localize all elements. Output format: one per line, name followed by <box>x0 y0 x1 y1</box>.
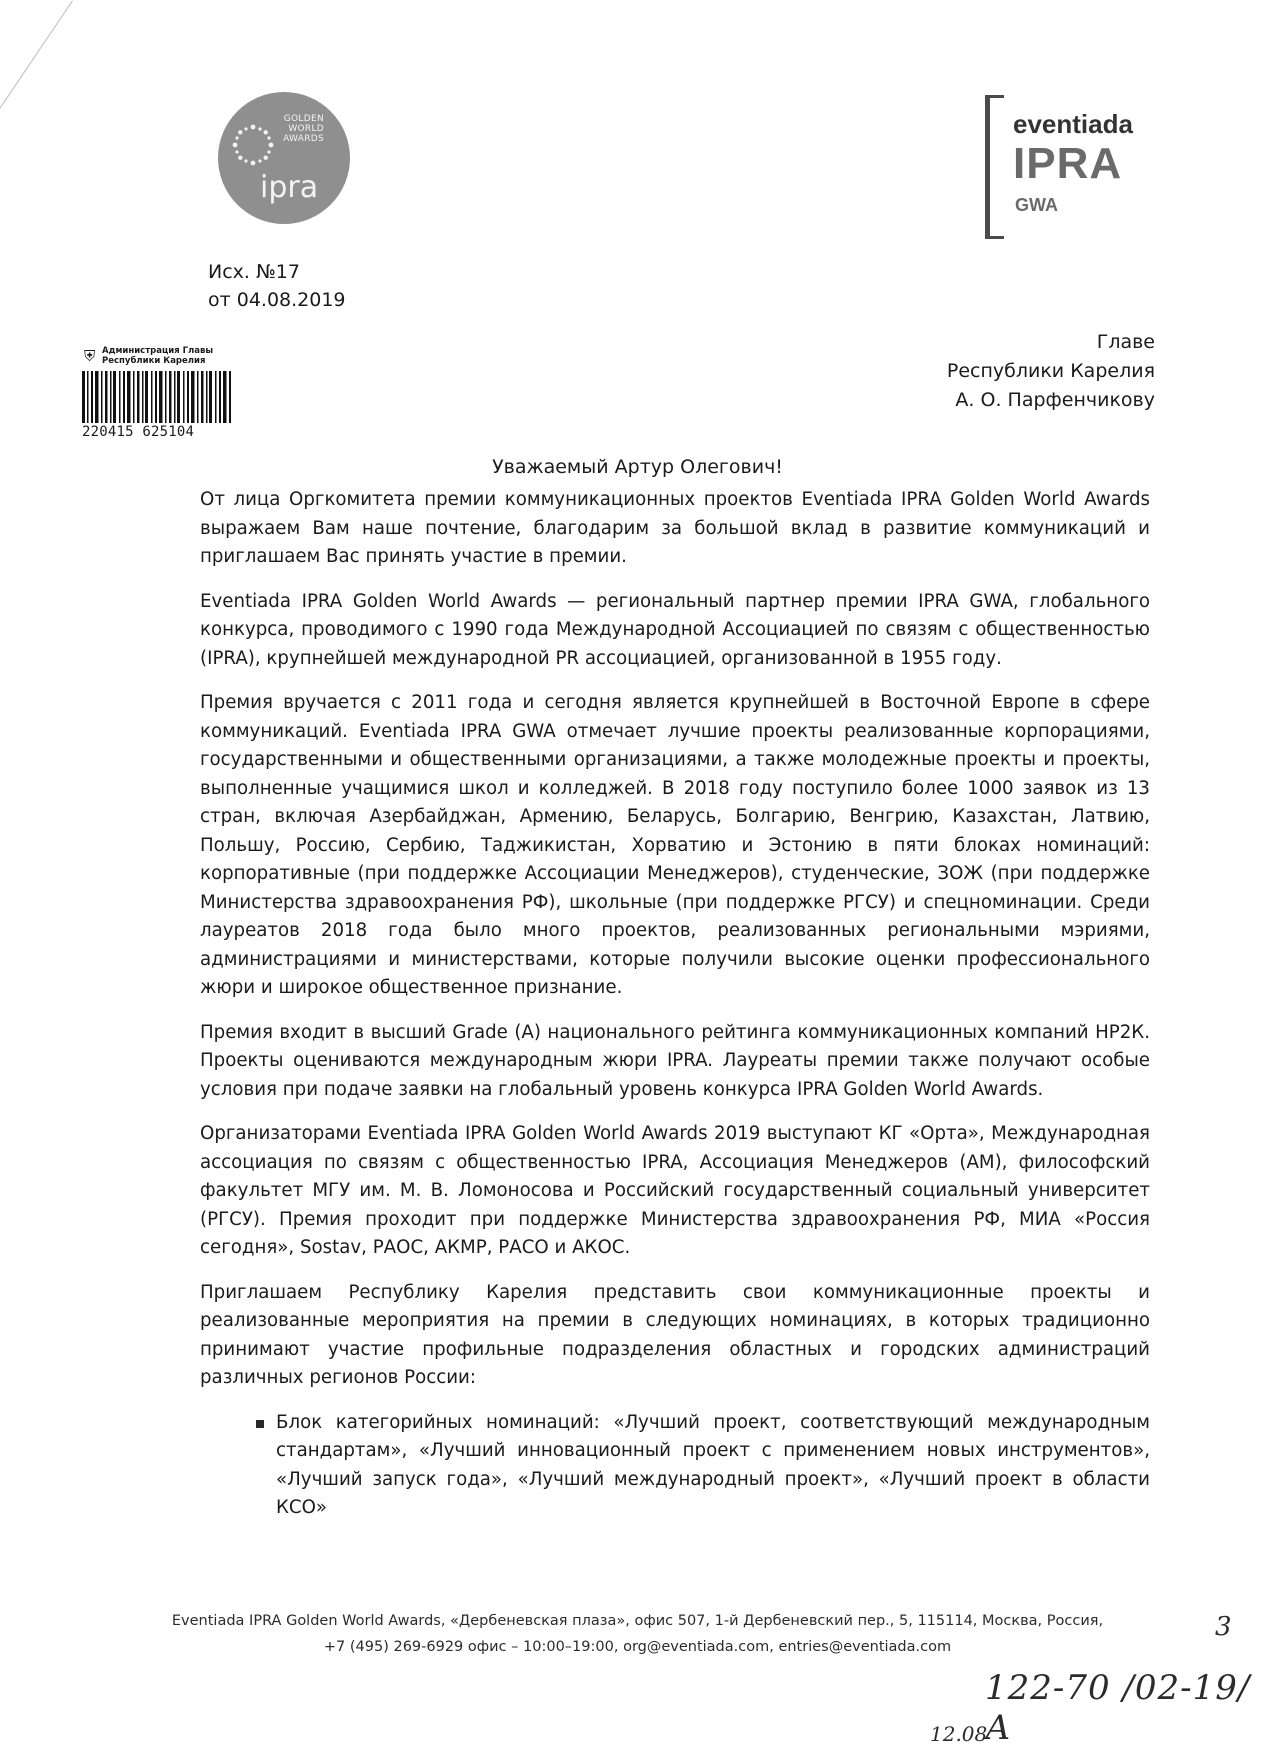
salutation: Уважаемый Артур Олегович! <box>492 456 783 478</box>
outgoing-reference <box>208 258 346 314</box>
paragraph: Премия входит в высший Grade (A) национального рейтинга коммуникационных компаний НР2К. Проекты оцениваются международным жюри IPRA. Лауреаты премии также получают особые условия при подаче заявки на глобальный уровень конкурса IPRA Golden World Awards. <box>200 1021 1150 1100</box>
addressee-block <box>947 328 1155 415</box>
outgoing-date: от 04.08.2019 <box>208 289 346 311</box>
paragraph: От лица Оргкомитета премии коммуникационных проектов Eventiada IPRA Golden World Awards выражаем Вам наше почтение, благодарим за большой вклад в развитие коммуникаций и приглашаем Вас принять участие в премии. <box>200 489 1150 567</box>
handwritten-registration-number: 122-70 /02-19/А <box>985 1668 1251 1748</box>
coat-of-arms-icon: ⛨ <box>84 347 96 365</box>
addressee-region: Республики Карелия <box>946 360 1155 382</box>
ipra-logo-word: ipra <box>260 170 319 205</box>
ipra-gwa-logo <box>218 92 350 224</box>
letter-body <box>200 486 1150 1523</box>
footer-contacts: +7 (495) 269-6929 офис – 10:00–19:00, org@eventiada.com, entries@eventiada.com <box>323 1639 952 1655</box>
handwritten-page-number: 3 <box>1215 1612 1232 1642</box>
ipra-logo-caption: GOLDEN WORLD AWARDS <box>283 114 324 144</box>
paragraph: Приглашаем Республику Карелия представить свои коммуникационные проекты и реализованные мероприятия на премии в следующих номинациях, в которых традиционно принимают участие профильные подразделения областных и городских администраций различных регионов России: <box>200 1281 1150 1388</box>
sunburst-icon <box>230 122 276 168</box>
bracket-mark <box>985 95 1004 239</box>
barcode-number: 220415 625104 <box>82 424 195 440</box>
list-item-text: Блок категорийных номинаций: «Лучший проект, соответствующий международным стандартам», «Лучший инновационный проект с применением новых инструментов», «Лучший запуск года», «Лучший международный проект», «Лучший проект в области КСО» <box>276 1411 1150 1518</box>
barcode-icon <box>82 371 232 423</box>
eventiada-wordmark: eventiada <box>1013 109 1133 139</box>
letter-footer <box>0 1608 1275 1660</box>
paragraph: Eventiada IPRA Golden World Awards — региональный партнер премии IPRA GWA, глобального конкурса, проводимого с 1990 года Международной Ассоциацией по связям с общественностью (IPRA), крупнейшей международной PR ассоциацией, организованной в 1955 году. <box>200 590 1150 669</box>
folded-corner <box>0 0 73 142</box>
bullet-square-icon <box>256 1420 264 1428</box>
addressee-name: А. О. Парфенчикову <box>955 389 1155 411</box>
outgoing-number: Исх. №17 <box>208 261 300 283</box>
addressee-title: Главе <box>1096 331 1155 353</box>
paragraph: Премия вручается с 2011 года и сегодня является крупнейшей в Восточной Европе в сфере коммуникаций. Eventiada IPRA GWA отмечает лучшие проекты реализованные корпорациями, государственными и общественными организациями, а также молодежные проекты и проекты, выполненные учащимися школ и колледжей. В 2018 году поступило более 1000 заявок из 13 стран, включая Азербайджан, Армению, Беларусь, Болгарию, Венгрию, Казахстан, Латвию, Польшу, Россию, Сербию, Таджикистан, Хорватию и Эстонию в пяти блоках номинаций: корпоративные (при поддержке Ассоциации Менеджеров), студенческие, ЗОЖ (при поддержке Министерства здравоохранения РФ), школьные (при поддержке РГСУ) и спецноминации. Среди лауреатов 2018 года было много проектов, реализованных региональными мэриями, администрациями и министерствами, которые получили высокие оценки профессионального жюри и широкое общественное признание. <box>200 692 1150 998</box>
gwa-wordmark: GWA <box>1015 195 1058 215</box>
footer-address: Eventiada IPRA Golden World Awards, «Дербеневская плаза», офис 507, 1-й Дербеневский пер., 5, 115114, Москва, Россия, <box>171 1613 1104 1629</box>
nominations-list <box>200 1409 1150 1523</box>
list-item <box>200 1409 1150 1523</box>
ipra-wordmark: IPRA <box>1013 139 1123 188</box>
stamp-organization: Администрация Главы Республики Карелия <box>102 346 214 366</box>
handwritten-registration-date: 12.08 <box>930 1722 988 1746</box>
registration-stamp <box>82 345 242 445</box>
eventiada-ipra-gwa-logo <box>985 95 1175 235</box>
paragraph: Организаторами Eventiada IPRA Golden World Awards 2019 выступают КГ «Орта», Международная ассоциация по связям с общественностью IPRA, Ассоциация Менеджеров (АМ), философский факультет МГУ им. М. В. Ломоносова и Российский государственный социальный университет (РГСУ). Премия проходит при поддержке Министерства здравоохранения РФ, МИА «Россия сегодня», Sostav, РАОС, АКМР, РАСО и АКОС. <box>200 1123 1150 1258</box>
